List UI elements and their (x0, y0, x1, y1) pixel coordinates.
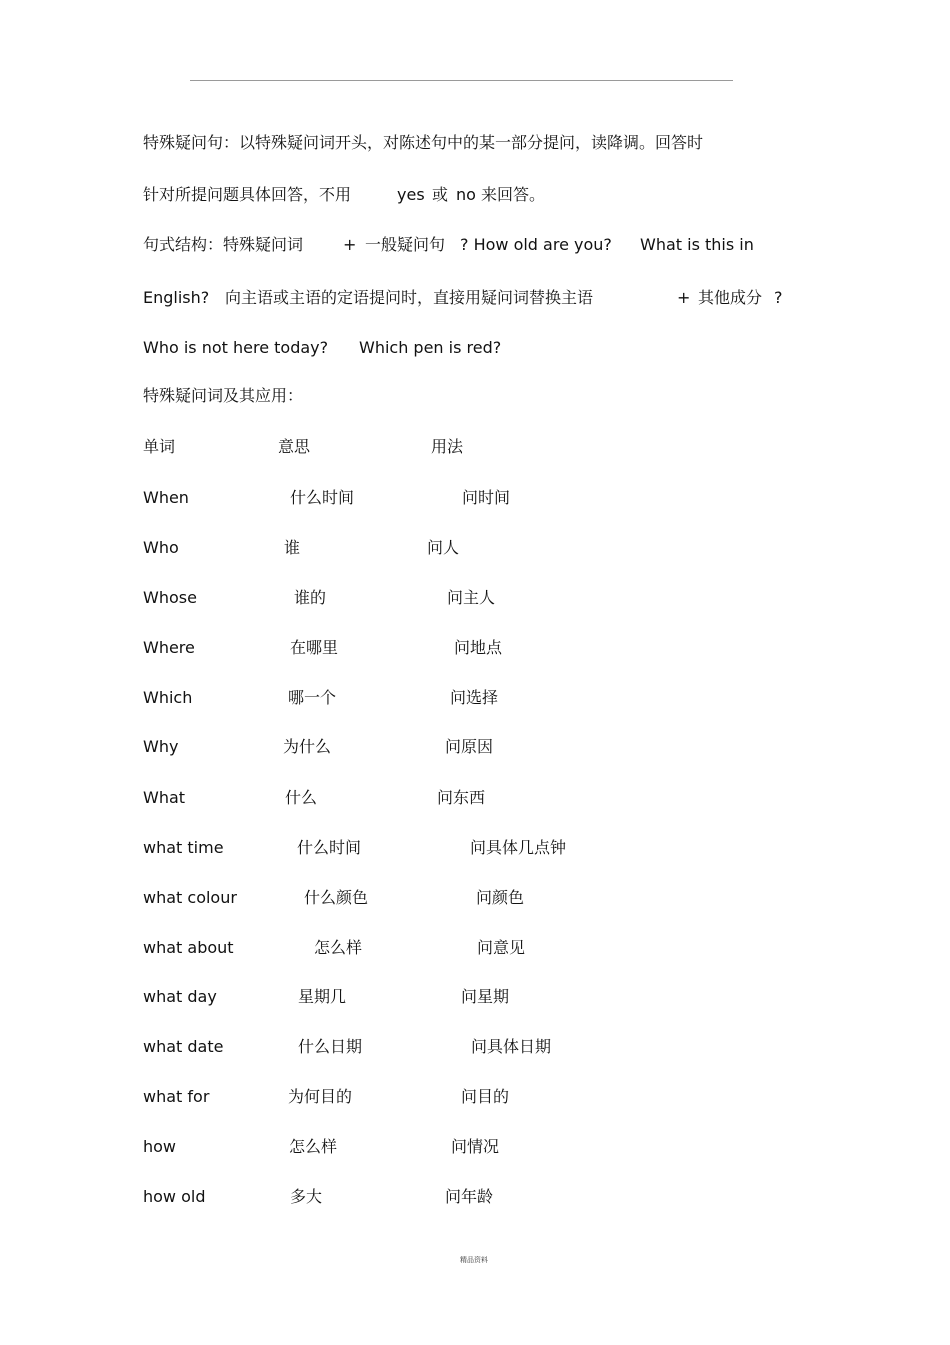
intro-line-3 (143, 234, 843, 256)
word-cell: what day (143, 987, 217, 1006)
intro-line-3-e: What is this in (640, 235, 754, 254)
meaning-cell: 什么颜色 (304, 888, 369, 907)
table-row (0, 537, 950, 559)
word-cell: Who (143, 538, 179, 557)
meaning-cell: 多大 (290, 1187, 323, 1206)
intro-line-3-d: ? How old are you? (460, 235, 612, 254)
word-cell: how old (143, 1187, 206, 1206)
table-row (0, 937, 950, 959)
intro-line-5-a: Who is not here today? (143, 338, 329, 357)
meaning-cell: 在哪里 (290, 638, 339, 657)
usage-cell: 问人 (427, 538, 460, 557)
meaning-cell: 怎么样 (314, 938, 363, 957)
intro-line-1: 特殊疑问句：以特殊疑问词开头，对陈述句中的某一部分提问，读降调。回答时 (143, 133, 704, 152)
word-cell: what date (143, 1037, 224, 1056)
meaning-cell: 哪一个 (288, 688, 337, 707)
usage-cell: 问具体日期 (471, 1037, 552, 1056)
meaning-cell: 为什么 (283, 737, 332, 756)
header-usage: 用法 (431, 437, 464, 456)
meaning-cell: 怎么样 (289, 1137, 338, 1156)
intro-line-2-yes: yes (397, 185, 425, 204)
usage-cell: 问情况 (451, 1137, 500, 1156)
usage-cell: 问东西 (437, 788, 486, 807)
meaning-cell: 什么时间 (290, 488, 355, 507)
word-cell: what time (143, 838, 224, 857)
header-meaning: 意思 (278, 437, 311, 456)
intro-line-4-d: 其他成分 (698, 288, 763, 307)
intro-line-2-e: 来回答。 (481, 185, 546, 204)
intro-line-3-c: 一般疑问句 (365, 235, 446, 254)
table-row (0, 637, 950, 659)
table-row (0, 687, 950, 709)
table-row (0, 1186, 950, 1208)
meaning-cell: 为何目的 (288, 1087, 353, 1106)
intro-line-4 (143, 287, 843, 309)
word-cell: Why (143, 737, 179, 756)
word-cell: what for (143, 1087, 210, 1106)
intro-line-3-plus: + (343, 235, 357, 254)
intro-line-3-a: 句式结构：特殊疑问词 (143, 235, 304, 254)
table-row (0, 1086, 950, 1108)
usage-cell: 问颜色 (476, 888, 525, 907)
table-row (0, 1136, 950, 1158)
meaning-cell: 谁的 (294, 588, 327, 607)
header-rule (190, 80, 733, 81)
usage-cell: 问星期 (461, 987, 510, 1006)
intro-line-5 (143, 337, 843, 359)
usage-cell: 问目的 (461, 1087, 510, 1106)
page-footer: 精品资料 (460, 1256, 488, 1264)
usage-cell: 问选择 (450, 688, 499, 707)
usage-cell: 问主人 (447, 588, 496, 607)
usage-cell: 问地点 (454, 638, 503, 657)
intro-line-4-e: ? (774, 288, 783, 307)
table-row (0, 887, 950, 909)
usage-cell: 问时间 (462, 488, 511, 507)
table-header-row (0, 436, 950, 458)
word-cell: how (143, 1137, 177, 1156)
intro-line-4-a: English? (143, 288, 210, 307)
table-row (0, 1036, 950, 1058)
word-cell: What (143, 788, 186, 807)
word-cell: Whose (143, 588, 197, 607)
meaning-cell: 谁 (284, 538, 301, 557)
header-word: 单词 (143, 437, 176, 456)
word-cell: what about (143, 938, 234, 957)
meaning-cell: 什么日期 (298, 1037, 363, 1056)
intro-line-4-b: 向主语或主语的定语提问时，直接用疑问词替换主语 (225, 288, 594, 307)
intro-line-2 (143, 184, 843, 206)
table-row (0, 986, 950, 1008)
intro-line-2-no: no (456, 185, 476, 204)
meaning-cell: 什么时间 (297, 838, 362, 857)
usage-cell: 问意见 (477, 938, 526, 957)
table-row (0, 787, 950, 809)
usage-cell: 问原因 (445, 737, 494, 756)
intro-line-4-plus: + (677, 288, 691, 307)
intro-line-2-a: 针对所提问题具体回答，不用 (143, 185, 352, 204)
word-cell: When (143, 488, 189, 507)
table-row (0, 736, 950, 758)
word-cell: Which (143, 688, 193, 707)
intro-line-5-b: Which pen is red? (359, 338, 502, 357)
word-cell: Where (143, 638, 195, 657)
meaning-cell: 什么 (285, 788, 318, 807)
usage-cell: 问具体几点钟 (470, 838, 567, 857)
table-row (0, 587, 950, 609)
word-cell: what colour (143, 888, 237, 907)
meaning-cell: 星期几 (298, 987, 347, 1006)
table-row (0, 837, 950, 859)
table-row (0, 487, 950, 509)
intro-line-6: 特殊疑问词及其应用： (143, 386, 304, 405)
intro-line-2-or: 或 (432, 185, 449, 204)
usage-cell: 问年龄 (445, 1187, 494, 1206)
